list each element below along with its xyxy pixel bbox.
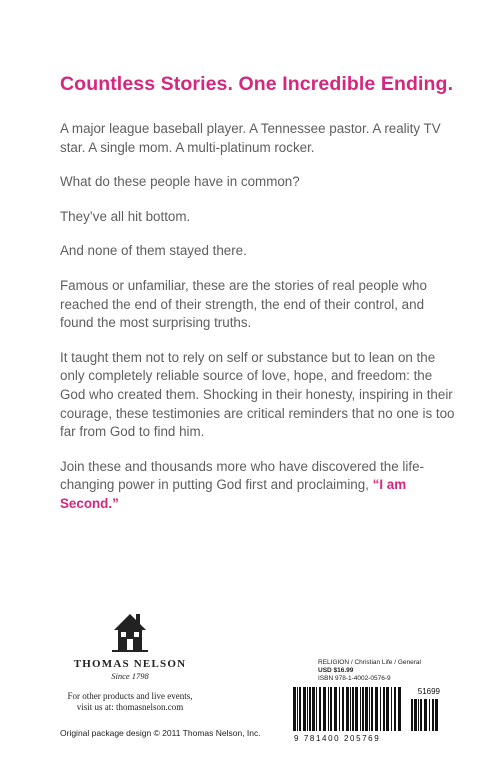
paragraph: What do these people have in common? xyxy=(60,174,300,190)
visit-line: For other products and live events, xyxy=(67,691,193,701)
publisher-block xyxy=(60,608,200,713)
closing-text: Join these and thousands more who have discovered the life-changing power in putting God first and proclaiming, xyxy=(60,458,424,493)
publisher-visit xyxy=(60,691,200,713)
book-price: USD $16.99 xyxy=(318,667,354,674)
paragraph: They’ve all hit bottom. xyxy=(60,208,191,224)
visit-line: visit us at: thomasnelson.com xyxy=(76,702,184,712)
book-category: RELIGION / Christian Life / General xyxy=(318,659,421,666)
barcode-meta xyxy=(292,659,440,683)
barcode-digits: 9 781400 205769 xyxy=(294,734,381,743)
copyright: Original package design © 2011 Thomas Nelson, Inc. xyxy=(60,728,261,738)
paragraph: It taught them not to rely on self or substance but to lean on the only completely reliable source of love, hope, and freedom: the God who created them. Shocking in their honesty, inspiring in their courage, these testimonies are critical reminders that no one is too far from God to find him. xyxy=(60,349,455,440)
headline: Countless Stories. One Incredible Ending. xyxy=(60,73,454,95)
book-isbn: ISBN 978-1-4002-0576-9 xyxy=(318,675,391,682)
price-code: 51699 xyxy=(417,687,440,696)
paragraph: Famous or unfamiliar, these are the stories of real people who reached the end of their strength, the end of their control, and found the most surprising truths. xyxy=(60,277,427,331)
addon-barcode-icon xyxy=(410,699,440,731)
house-logo-icon xyxy=(110,608,150,652)
closing-paragraph xyxy=(60,458,460,514)
paragraph: A major league baseball player. A Tennessee pastor. A reality TV star. A single mom. A multi-platinum rocker. xyxy=(60,121,441,155)
publisher-name: THOMAS NELSON xyxy=(73,658,187,670)
closing-quote: “I am Second.” xyxy=(60,477,407,511)
barcode-block xyxy=(292,659,440,743)
barcode-icon xyxy=(292,687,404,731)
publisher-since: Since 1798 xyxy=(111,671,149,681)
description xyxy=(60,120,460,530)
paragraph: And none of them stayed there. xyxy=(60,243,247,259)
